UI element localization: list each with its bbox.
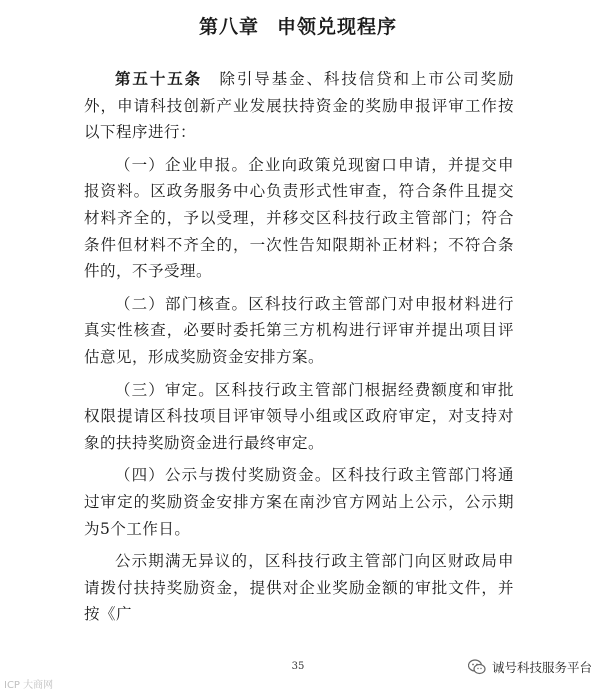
article-intro-paragraph [84,66,514,146]
wechat-icon [468,659,486,675]
article-closing-paragraph: 公示期满无异议的，区科技行政主管部门向区财政局申请拨付扶持奖励资金，提供对企业奖励金额的审批文件，并按《广 [84,552,514,624]
article-number: 第五十五条 [115,70,203,88]
article-item-3: （三）审定。区科技行政主管部门根据经费额度和审批权限提请区科技项目评审领导小组或区政府审定，对支持对象的扶持奖励资金进行最终审定。 [84,380,514,452]
chapter-number: 第八章 [198,16,259,38]
article-item-1: （一）企业申报。企业向政策兑现窗口申请，并提交申报资料。区政务服务中心负责形式性审查，符合条件且提交材料齐全的，予以受理，并移交区科技行政主管部门；符合条件但材料不齐全的，一次性告知限期补正材料；不符合条件的，不予受理。 [84,155,514,281]
wechat-account-name: 诚号科技服务平台 [492,660,593,675]
article-item-4: （四）公示与拨付奖励资金。区科技行政主管部门将通过审定的奖励资金安排方案在南沙官方网站上公示，公示期为5个工作日。 [84,466,514,538]
watermark-text: ICP 大商网 [4,680,54,691]
chapter-title: 申领兑现程序 [277,16,398,38]
article-body [84,66,514,634]
article-item-2: （二）部门核查。区科技行政主管部门对申报材料进行真实性核查，必要时委托第三方机构进行评审并提出项目评估意见，形成奖励资金安排方案。 [84,294,514,366]
chapter-heading [0,12,596,39]
wechat-account-mark [468,657,592,677]
page-number: 35 [291,661,305,672]
article-intro-text: 除引导基金、科技信贷和上市公司奖励外，申请科技创新产业发展扶持资金的奖励申报评审工作按以下程序进行： [84,70,514,142]
